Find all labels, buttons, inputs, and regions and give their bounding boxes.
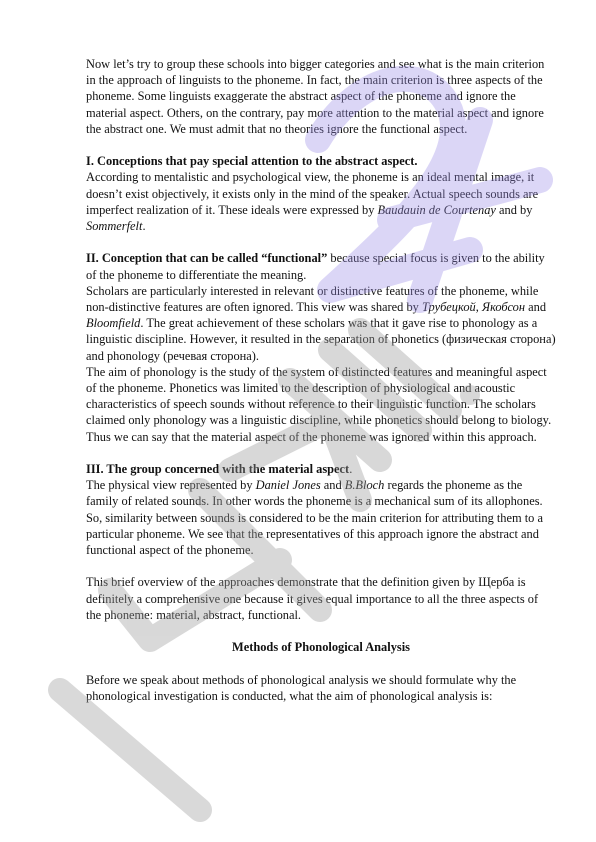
paragraph-functional-1 [86,283,556,364]
heading-functional-rest: because special focus is given to the ability of the phoneme to differentiate the meaning. [86,251,545,282]
name-bloomfield: Bloomfield [86,316,141,331]
name-jakobson: Якобсон [481,300,526,315]
paragraph-intro: Now let’s try to group these schools into bigger categories and see what is the main criterion in the approach of linguists to the phoneme. In fact, the main criterion is three aspects of the phoneme. Some linguists exaggerate the abstract aspect of the phoneme and ignore the material aspect. Others, on the contrary, pay more attention to the material aspect and ignore the abstract one. We must admit that no theories ignore the functional aspect. [86,57,545,136]
text-and: and by [495,202,533,217]
name-baudouin: Baudauin de Courtenay [377,202,496,217]
document-body [86,56,556,720]
text-and: and [320,478,345,493]
text-functional-2: . The great achievement of these scholars was that it gave rise to phonology as a linguistic discipline. However, it resulted in the separation of phonetics (физическая сторона) and phonology (речевая сторона). [86,316,556,363]
name-trubetskoy: Трубецкой [421,300,476,315]
heading-material-end: . [349,462,353,477]
text-and: and [525,300,547,315]
section-abstract-heading [86,153,556,169]
methods-title: Methods of Phonological Analysis [232,640,410,655]
text-material-1: The physical view represented by [86,478,256,493]
text-functional-1: Scholars are particularly interested in relevant or distinctive features of the phoneme, while non-distinctive features are often ignored. This view was shared by [86,283,539,315]
text-period: . [142,219,146,234]
name-bloch: B.Bloch [344,478,385,493]
heading-functional: II. Conception that can be called “functional” [86,251,328,266]
paragraph-material [86,477,556,558]
text-comma: , [475,300,482,315]
text-material-2: regards the phoneme as the family of related sounds. In other words the phoneme is a mechanical sum of its allophones. So, similarity between sounds is considered to be the main criterion for attributing them to a particular phoneme. We see that the representatives of this approach ignore the abstract and functional aspect of the phoneme. [86,478,543,558]
name-daniel-jones: Daniel Jones [255,478,321,493]
paragraph-abstract [86,169,556,234]
paragraph-methods-intro: Before we speak about methods of phonological analysis we should formulate why the phonological investigation is conducted, what the aim of phonological analysis is: [86,672,517,703]
paragraph-functional-2: The aim of phonology is the study of the system of distincted features and meaningful aspect of the phoneme. Phonetics was limited to the description of physiological and acoustic characteristics of speech sounds without reference to their linguistic function. The scholars claimed only phonology was a linguistic discipline, while phonetics should belong to biology. Thus we can say that the material aspect of the phoneme was ignored within this approach. [86,364,552,444]
section-material-heading [86,461,556,477]
text-abstract-body: According to mentalistic and psychological view, the phoneme is an ideal mental image, it doesn’t exist objectively, it exists only in the mind of the speaker. Actual speech sounds are imperfect realization of it. These ideals were expressed by [86,170,539,217]
section-functional-heading [86,250,556,282]
paragraph-overview: This brief overview of the approaches demonstrate that the definition given by Щерба is definitely a comprehensive one because it gives equal importance to all the three aspects of the phoneme: material, abstract, functional. [86,575,539,622]
heading-abstract: I. Conceptions that pay special attention to the abstract aspect. [86,154,418,169]
heading-material: III. The group concerned with the material aspect [86,462,350,477]
name-sommerfelt: Sommerfelt [86,219,143,234]
